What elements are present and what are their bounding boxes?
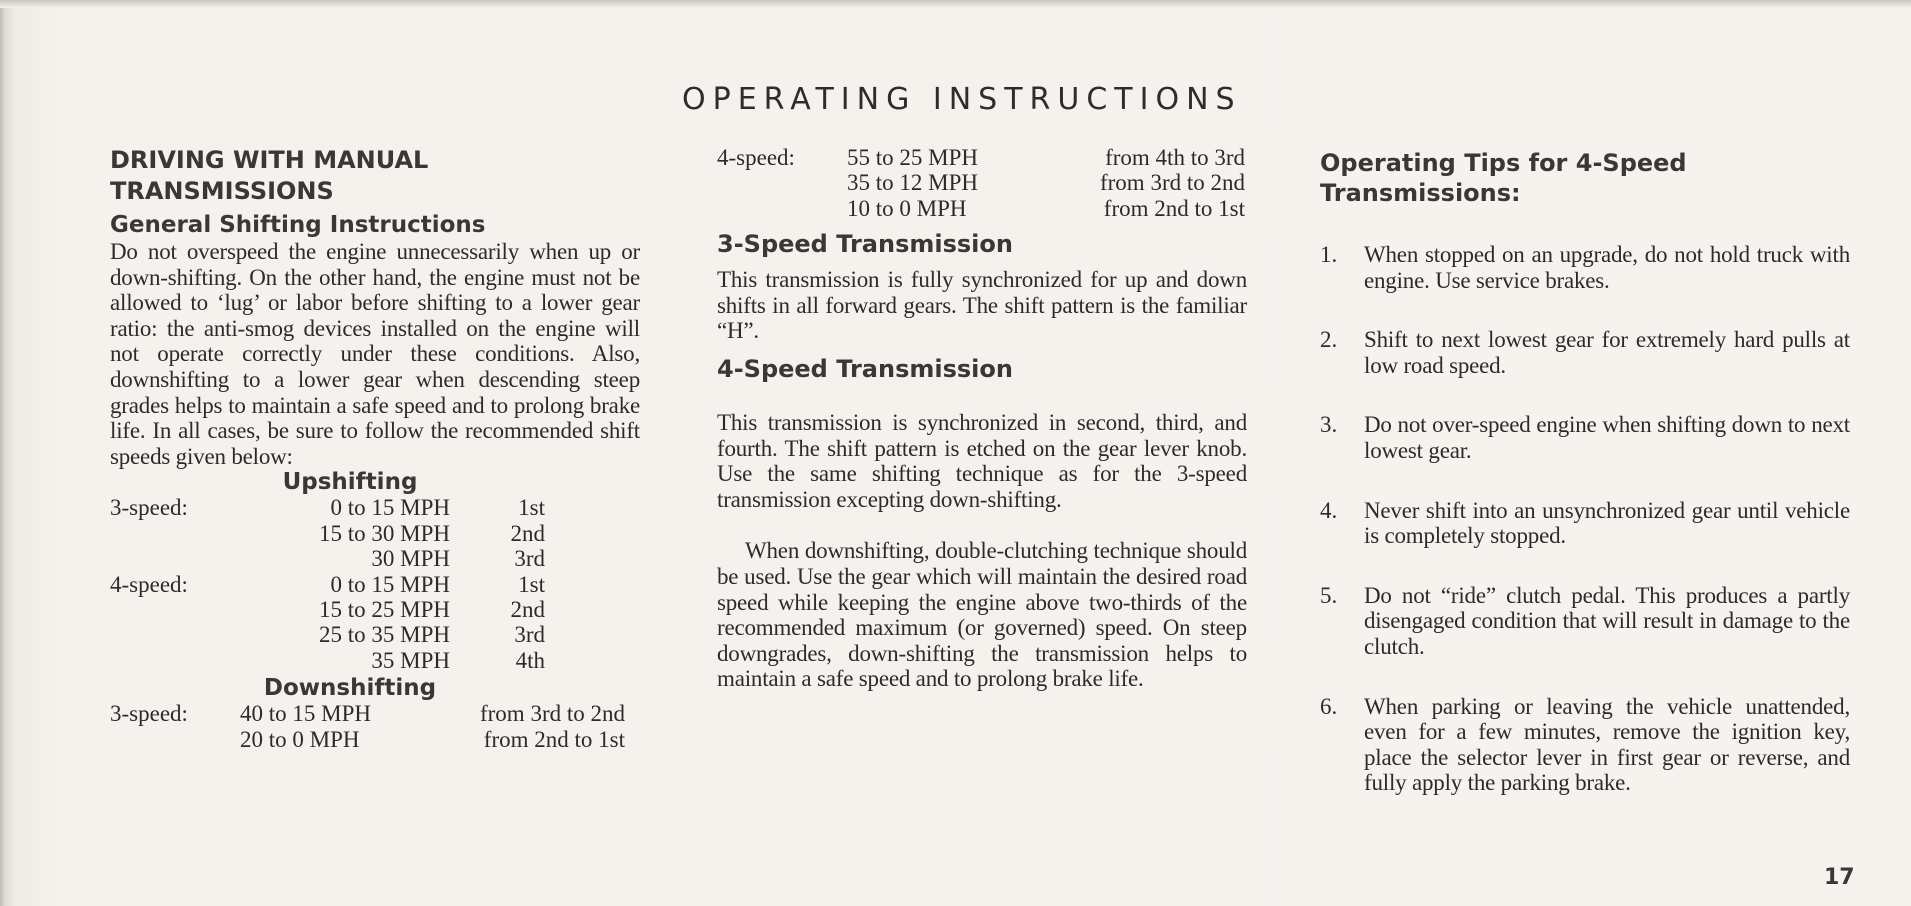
downshifting-table-4speed — [717, 145, 1245, 221]
downshift-row — [717, 196, 1245, 221]
gear-change: from 2nd to 1st — [1103, 195, 1245, 221]
speed-label — [110, 622, 250, 647]
speed-label — [110, 597, 250, 622]
column-right — [1320, 148, 1850, 830]
page-top-edge — [0, 0, 1911, 8]
column-middle — [717, 145, 1247, 692]
speed-label — [110, 727, 240, 752]
four-speed-paragraph-1: This transmission is synchronized in second, third, and fourth. The shift pattern is etched on the gear lever knob. Use the same shifting technique as for the 3-speed transmission excepting down-shifting. — [717, 410, 1247, 512]
upshift-row — [110, 622, 545, 647]
tip-item — [1320, 327, 1850, 378]
upshift-row — [110, 648, 545, 673]
tips-heading-line-1: Operating Tips for 4-Speed — [1320, 149, 1687, 177]
upshift-row — [110, 597, 545, 622]
gear: 2nd — [510, 596, 545, 622]
upshifting-table — [110, 495, 545, 673]
speed-label: 3-speed: — [110, 701, 188, 727]
tip-text: Shift to next lowest gear for extremely hard pulls at low road speed. — [1364, 327, 1850, 378]
speed-label — [717, 196, 847, 221]
four-speed-heading: 4-Speed Transmission — [717, 355, 1013, 383]
gear: 3rd — [514, 546, 545, 572]
gear-change: from 2nd to 1st — [483, 726, 625, 752]
three-speed-heading: 3-Speed Transmission — [717, 230, 1013, 259]
tip-text: Do not “ride” clutch pedal. This produces a partly disengaged condition that will result in damage to the clutch. — [1364, 582, 1850, 659]
tips-heading-line-2: Transmissions: — [1320, 179, 1521, 207]
downshift-row — [717, 145, 1245, 170]
four-speed-paragraph-2: When downshifting, double-clutching technique should be used. Use the gear which will maintain the desired road speed while keeping the engine above two-thirds of the recommended maximum (or governed) speed. On steep downgrades, down-shifting the transmission helps to maintain a safe speed and to prolong brake life. — [717, 538, 1247, 692]
subheading-general-shifting: General Shifting Instructions — [110, 212, 486, 238]
speed-range: 25 to 35 MPH — [319, 622, 450, 648]
tip-number: 5. — [1320, 582, 1338, 608]
downshifting-table-3speed — [110, 701, 625, 752]
upshift-row — [110, 495, 545, 520]
speed-label: 4-speed: — [110, 571, 188, 597]
speed-range: 30 MPH — [371, 546, 450, 572]
speed-label — [717, 170, 847, 195]
gear-change: from 3rd to 2nd — [479, 701, 625, 727]
speed-range: 15 to 30 MPH — [319, 520, 450, 546]
speed-label — [110, 521, 250, 546]
general-shifting-paragraph: Do not overspeed the engine unnecessarily when up or down-shifting. On the other hand, the engine must not be allowed to ‘lug’ or labor before shifting to a lower gear ratio: the anti-smog devices installed on the engine will not operate correctly under these conditions. Also, downshifting to a lower gear when descending steep grades helps to maintain a safe speed and to prolong brake life. In all cases, be sure to follow the recommended shift speeds given below: — [110, 239, 640, 469]
tip-item — [1320, 694, 1850, 796]
tip-text: When parking or leaving the vehicle unattended, even for a few minutes, remove the ignition key, place the selector lever in first gear or reverse, and fully apply the parking brake. — [1364, 693, 1850, 796]
upshift-row — [110, 572, 545, 597]
speed-label: 3-speed: — [110, 495, 188, 521]
heading-line-2: TRANSMISSIONS — [110, 177, 334, 205]
speed-range: 40 to 15 MPH — [240, 701, 371, 727]
gear: 3rd — [514, 622, 545, 648]
gear: 1st — [518, 495, 545, 521]
upshifting-label: Upshifting — [282, 469, 418, 496]
heading-line-1: DRIVING WITH MANUAL — [110, 146, 429, 174]
gear-change: from 3rd to 2nd — [1099, 170, 1245, 196]
tip-item — [1320, 583, 1850, 660]
speed-range: 10 to 0 MPH — [847, 195, 967, 221]
tip-text: Never shift into an unsynchronized gear until vehicle is completely stopped. — [1364, 497, 1850, 549]
speed-range: 15 to 25 MPH — [319, 596, 450, 622]
upshift-row — [110, 521, 545, 546]
three-speed-paragraph: This transmission is fully synchronized for up and down shifts in all forward gears. The shift pattern is the familiar “H”. — [717, 267, 1247, 344]
speed-label — [110, 546, 250, 571]
downshift-row — [717, 170, 1245, 195]
downshifting-label: Downshifting — [263, 675, 437, 702]
gear: 2nd — [510, 520, 545, 546]
tip-number: 6. — [1320, 693, 1338, 719]
page-number: 17 — [1824, 865, 1855, 890]
gear-change: from 4th to 3rd — [1105, 145, 1245, 170]
gear: 4th — [515, 647, 545, 673]
speed-range: 0 to 15 MPH — [330, 495, 450, 521]
speed-label: 4-speed: — [717, 145, 795, 170]
tip-text: When stopped on an upgrade, do not hold truck with engine. Use service brakes. — [1364, 242, 1850, 293]
speed-label — [110, 648, 250, 673]
upshift-row — [110, 546, 545, 571]
section-heading-manual-transmissions — [110, 145, 640, 207]
tip-number: 4. — [1320, 497, 1338, 523]
speed-range: 35 MPH — [371, 647, 450, 673]
page-title: OPERATING INSTRUCTIONS — [682, 82, 1242, 117]
tip-item — [1320, 242, 1850, 293]
tip-text: Do not over-speed engine when shifting down to next lowest gear. — [1364, 412, 1850, 463]
tip-item — [1320, 498, 1850, 549]
speed-range: 55 to 25 MPH — [847, 145, 978, 170]
downshift-row — [110, 727, 625, 752]
tip-number: 1. — [1320, 242, 1338, 267]
operating-tips-heading — [1320, 148, 1850, 208]
tip-number: 3. — [1320, 412, 1338, 438]
speed-range: 35 to 12 MPH — [847, 170, 978, 196]
gear: 1st — [518, 571, 545, 597]
tip-item — [1320, 412, 1850, 463]
downshift-row — [110, 701, 625, 726]
speed-range: 20 to 0 MPH — [240, 726, 360, 752]
speed-range: 0 to 15 MPH — [330, 571, 450, 597]
tip-number: 2. — [1320, 327, 1338, 353]
column-left — [110, 145, 640, 752]
operating-tips-list — [1320, 242, 1850, 796]
